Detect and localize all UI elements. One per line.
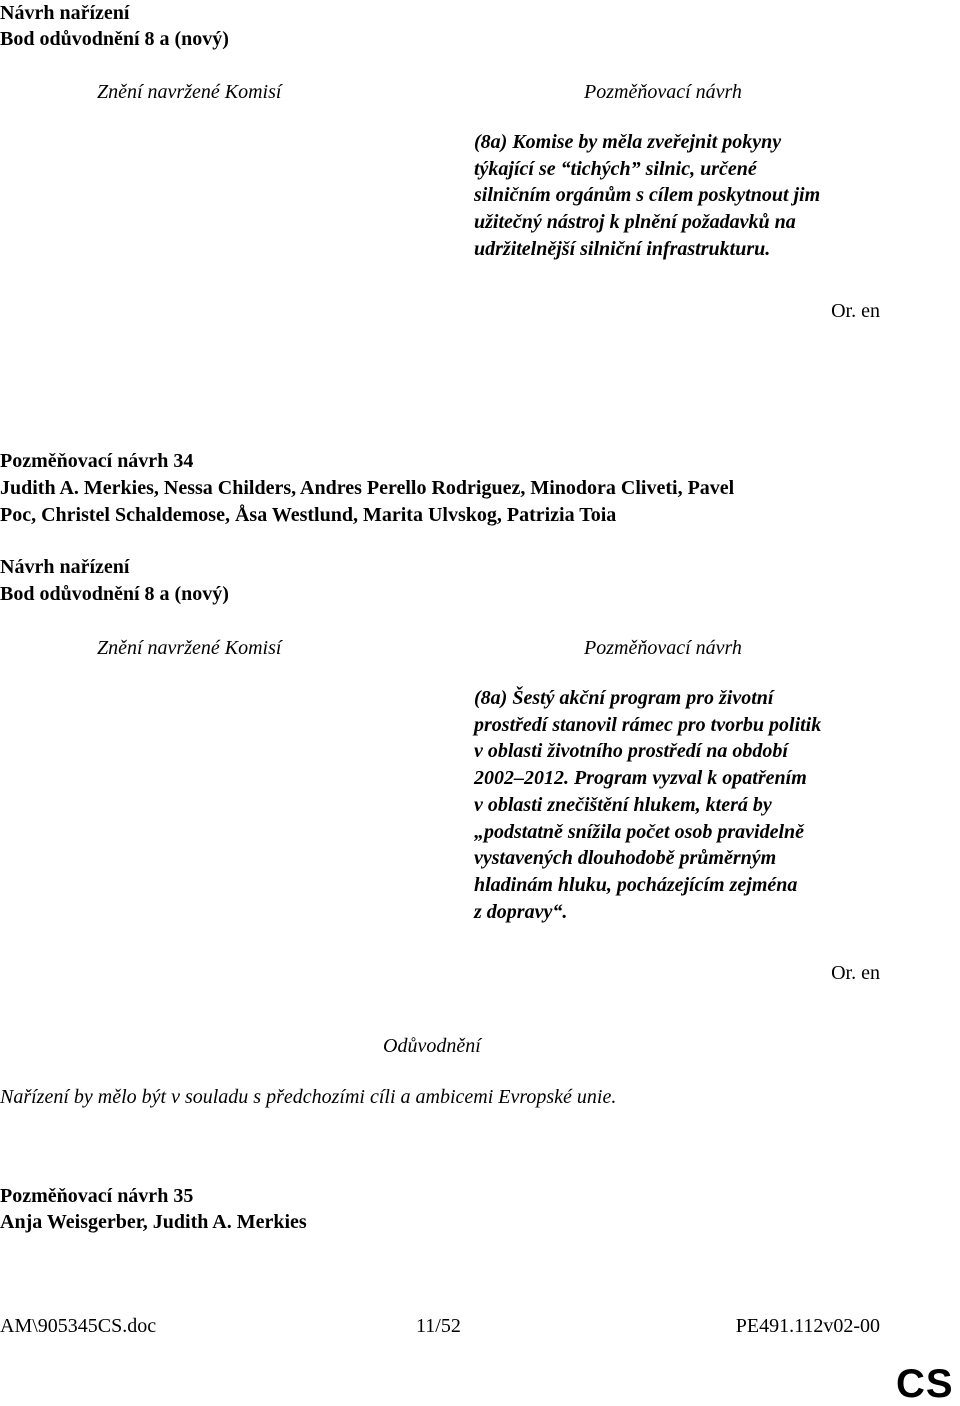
amendment-text-line: vystavených dlouhodobě průměrným (474, 847, 777, 870)
amendment-text-line: udržitelnější silniční infrastrukturu. (474, 237, 771, 260)
col-heading-amendment: Pozměňovací návrh (584, 81, 742, 103)
amendment-text-line: týkající se “tichých” silnic, určené (474, 157, 757, 180)
proposal-title: Návrh nařízení (0, 2, 130, 24)
amendment-text-line: z dopravy“. (474, 900, 568, 923)
col-heading-commission-text: Znění navržené Komisí (97, 637, 282, 659)
recital-reference: Bod odůvodnění 8 a (nový) (0, 583, 229, 605)
amendment-text-line: (8a) Komise by měla zveřejnit pokyny (474, 131, 782, 153)
amendment-text-line: 2002–2012. Program vyzval k opatřením (474, 767, 807, 790)
amendment-text-line: hladinám hluku, pocházejícím zejména (474, 873, 798, 896)
amendment-number: 35 (173, 1185, 194, 1207)
amendment-text-line: v oblasti znečištění hlukem, která by (474, 793, 772, 816)
authors-line: Poc, Christel Schaldemose, Åsa Westlund, Marita Ulvskog, Patrizia Toia (0, 504, 617, 526)
justification-heading: Odůvodnění (383, 1035, 481, 1057)
language-mark: CS (896, 1362, 954, 1406)
amendment-heading (0, 1183, 193, 1209)
recital-reference: Bod odůvodnění 8 a (nový) (0, 28, 229, 50)
amendment-label: Pozměňovací návrh (0, 450, 169, 472)
amendment-text-line: „podstatně snížila počet osob pravidelně (474, 820, 804, 843)
amendment-number: 34 (173, 450, 194, 472)
footer-pe-reference: PE491.112v02-00 (735, 1315, 880, 1337)
amendment-text (474, 129, 894, 263)
amendment-text-line: užitečný nástroj k plnění požadavků na (474, 211, 796, 234)
footer-doc-reference: AM\905345CS.doc (0, 1315, 157, 1337)
proposal-title: Návrh nařízení (0, 556, 130, 578)
col-heading-amendment: Pozměňovací návrh (584, 637, 742, 659)
original-language: Or. en (831, 300, 880, 322)
justification-text: Nařízení by mělo být v souladu s předchozími cíli a ambicemi Evropské unie. (0, 1086, 617, 1108)
authors-line: Anja Weisgerber, Judith A. Merkies (0, 1211, 307, 1233)
amendment-label: Pozměňovací návrh (0, 1185, 169, 1207)
amendment-heading (0, 448, 193, 474)
amendment-text-line: silničním orgánům s cílem poskytnout jim (474, 184, 821, 207)
amendment-text-line: (8a) Šestý akční program pro životní (474, 687, 774, 709)
amendment-text-line: prostředí stanovil rámec pro tvorbu politik (474, 713, 822, 736)
footer-page-number: 11/52 (416, 1315, 461, 1337)
authors-line: Judith A. Merkies, Nessa Childers, Andres Perello Rodriguez, Minodora Cliveti, Pavel (0, 477, 735, 499)
col-heading-commission-text: Znění navržené Komisí (97, 81, 282, 103)
amendment-text-line: v oblasti životního prostředí na období (474, 740, 788, 763)
amendment-text (474, 685, 894, 925)
original-language: Or. en (831, 962, 880, 984)
